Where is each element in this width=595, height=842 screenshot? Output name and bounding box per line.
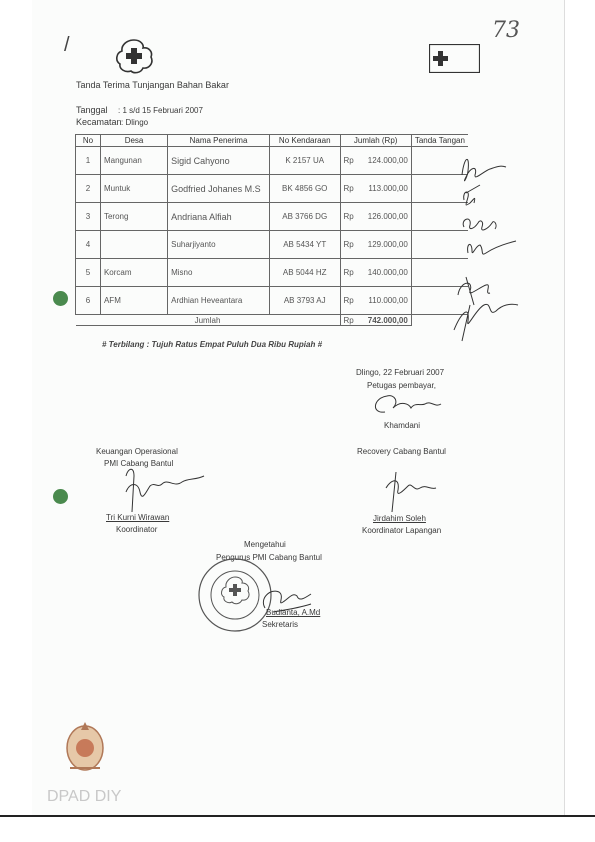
table-row xyxy=(76,231,469,259)
table-row xyxy=(76,175,469,203)
recipient-signatures-icon xyxy=(440,145,525,345)
red-cross-crescent-icon xyxy=(429,44,480,73)
header-desa: Desa xyxy=(100,135,167,147)
terbilang-text: # Terbilang : Tujuh Ratus Empat Puluh Dua Ribu Rupiah # xyxy=(102,340,323,349)
cell-kendaraan: AB 5434 YT xyxy=(269,231,340,259)
cell-desa xyxy=(100,231,167,259)
date-value: : 1 s/d 15 Februari 2007 xyxy=(118,106,203,115)
dpad-emblem-icon xyxy=(62,718,108,776)
cell-jumlah xyxy=(340,231,411,259)
cell-amount: 110.000,00 xyxy=(368,296,408,305)
ack-name: Budianta, A.Md xyxy=(266,608,321,617)
cell-desa: Korcam xyxy=(100,259,167,287)
cell-kendaraan: AB 3793 AJ xyxy=(269,287,340,315)
page-number: 73 xyxy=(492,18,520,43)
recovery-title: Recovery Cabang Bantul xyxy=(357,447,446,456)
scan-border xyxy=(0,815,595,817)
cell-nama: Andriana Alfiah xyxy=(168,203,270,231)
cell-kendaraan: AB 5044 HZ xyxy=(269,259,340,287)
recovery-name: Jirdahim Soleh xyxy=(373,514,426,523)
table-row xyxy=(76,147,469,175)
total-rp: Rp xyxy=(343,315,354,325)
punch-hole-top xyxy=(53,291,68,306)
cell-kendaraan: K 2157 UA xyxy=(269,147,340,175)
total-value: 742.000,00 xyxy=(367,315,408,325)
cell-amount: 124.000,00 xyxy=(367,156,408,165)
cell-no: 5 xyxy=(76,259,101,287)
header-nama: Nama Penerima xyxy=(168,135,270,147)
cell-rp: Rp xyxy=(343,268,354,277)
cell-no: 1 xyxy=(76,147,101,175)
recovery-role: Koordinator Lapangan xyxy=(362,526,442,535)
payer-title: Petugas pembayar, xyxy=(367,381,436,390)
table-row xyxy=(76,259,469,287)
finance-title-2: PMI Cabang Bantul xyxy=(104,459,174,468)
cell-desa: Mangunan xyxy=(100,147,167,175)
cell-rp: Rp xyxy=(343,184,354,193)
form-mark: / xyxy=(64,34,70,56)
finance-role: Koordinator xyxy=(116,525,158,534)
cell-jumlah xyxy=(340,203,411,231)
date-label: Tanggal xyxy=(76,105,108,115)
cell-jumlah xyxy=(340,259,411,287)
cell-jumlah xyxy=(340,147,411,175)
cell-no: 6 xyxy=(76,287,101,315)
punch-hole-bottom xyxy=(53,489,68,504)
table-row xyxy=(76,203,469,231)
pmi-logo-icon xyxy=(114,38,154,74)
ack-title-2: Pengurus PMI Cabang Bantul xyxy=(216,553,322,562)
header-kendaraan: No Kendaraan xyxy=(269,135,340,147)
header-no: No xyxy=(76,135,101,147)
cell-rp: Rp xyxy=(343,212,354,221)
cell-nama: Misno xyxy=(168,259,270,287)
cell-desa: AFM xyxy=(100,287,167,315)
cell-nama: Suharjiyanto xyxy=(168,231,270,259)
ack-title-1: Mengetahui xyxy=(244,540,286,549)
cell-no: 4 xyxy=(76,231,101,259)
total-label: Jumlah xyxy=(76,315,341,326)
cell-jumlah xyxy=(340,287,411,315)
cell-rp: Rp xyxy=(343,240,354,249)
cell-nama: Sigid Cahyono xyxy=(168,147,270,175)
cell-desa: Terong xyxy=(100,203,167,231)
cell-amount: 129.000,00 xyxy=(367,240,408,249)
header-tanda-tangan: Tanda Tangan xyxy=(411,135,468,147)
cell-kendaraan: BK 4856 GO xyxy=(269,175,340,203)
cell-amount: 140.000,00 xyxy=(367,268,408,277)
finance-signature-icon xyxy=(112,462,207,517)
cell-amount: 113.000,00 xyxy=(368,184,408,193)
cell-nama: Godfried Johanes M.S xyxy=(168,175,270,203)
cell-desa: Muntuk xyxy=(100,175,167,203)
cell-jumlah xyxy=(340,175,411,203)
finance-title-1: Keuangan Operasional xyxy=(96,447,178,456)
finance-name: Tri Kurni Wirawan xyxy=(106,513,170,522)
cell-kendaraan: AB 3766 DG xyxy=(269,203,340,231)
cell-no: 2 xyxy=(76,175,101,203)
recipient-table xyxy=(75,134,468,326)
ack-role: Sekretaris xyxy=(262,620,299,629)
payer-signature-icon xyxy=(365,390,445,422)
watermark-text: DPAD DIY xyxy=(47,788,122,805)
cell-amount: 126.000,00 xyxy=(367,212,408,221)
recovery-signature-icon xyxy=(374,468,444,516)
payer-name: Khamdani xyxy=(384,421,421,430)
cell-nama: Ardhian Heveantara xyxy=(168,287,270,315)
total-amount xyxy=(340,315,411,326)
document-title: Tanda Terima Tunjangan Bahan Bakar xyxy=(76,80,229,90)
total-row xyxy=(76,315,469,326)
cell-no: 3 xyxy=(76,203,101,231)
district-value: : Dlingo xyxy=(121,118,149,127)
place-date: Dlingo, 22 Februari 2007 xyxy=(356,368,445,377)
district-label: Kecamatan xyxy=(76,117,122,127)
header-jumlah: Jumlah (Rp) xyxy=(340,135,411,147)
table-header-row xyxy=(76,135,469,147)
cell-rp: Rp xyxy=(343,156,354,165)
cell-rp: Rp xyxy=(343,296,354,305)
table-row xyxy=(76,287,469,315)
